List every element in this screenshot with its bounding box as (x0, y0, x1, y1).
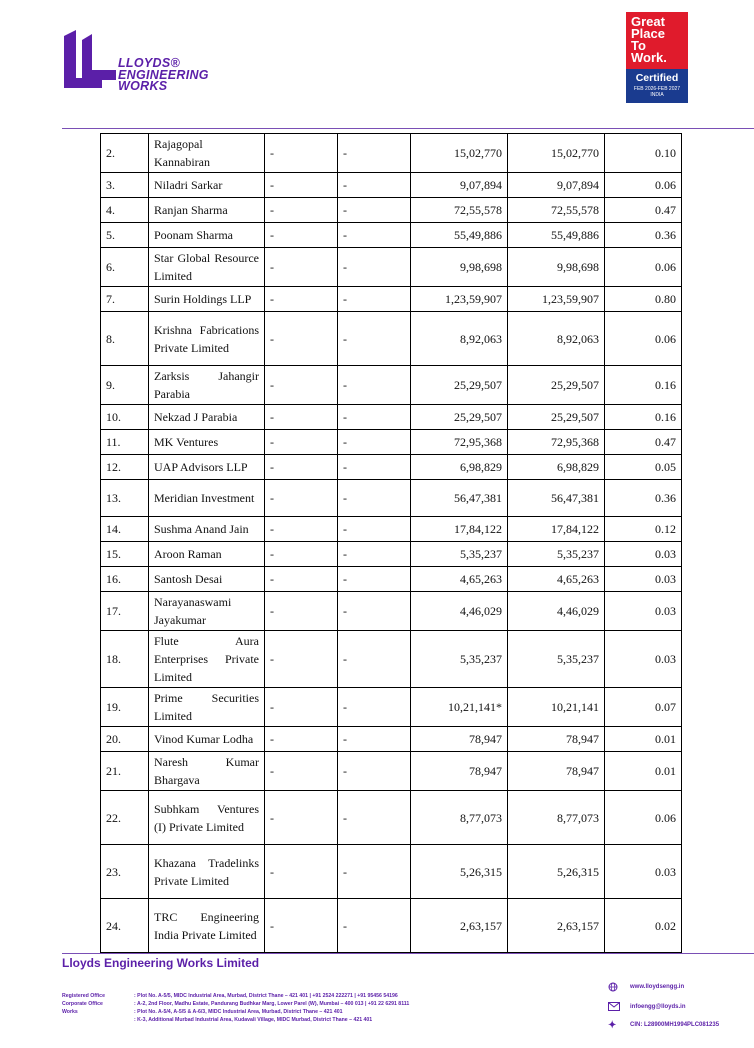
shares-before-cell: 17,84,122 (411, 517, 508, 542)
shares-before-cell: 10,21,141* (411, 688, 508, 727)
percentage-cell: 0.01 (605, 752, 682, 791)
mail-icon (608, 1002, 620, 1014)
column-4-cell: - (338, 899, 411, 953)
shareholder-name-cell: Ranjan Sharma (149, 198, 265, 223)
shareholder-name-cell: Meridian Investment (149, 480, 265, 517)
column-4-cell: - (338, 480, 411, 517)
column-4-cell: - (338, 405, 411, 430)
column-3-cell: - (265, 312, 338, 366)
gptw-badge (626, 12, 688, 108)
percentage-cell: 0.06 (605, 791, 682, 845)
shares-after-cell: 4,65,263 (508, 567, 605, 592)
shares-after-cell: 2,63,157 (508, 899, 605, 953)
shareholder-name-cell: Rajagopal Kannabiran (149, 134, 265, 173)
percentage-cell: 0.03 (605, 631, 682, 688)
percentage-cell: 0.16 (605, 405, 682, 430)
serial-number-cell: 16. (101, 567, 149, 592)
logo-line: ENGINEERING (118, 67, 209, 82)
shareholder-name-cell: Flute Aura Enterprises Private Limited (149, 631, 265, 688)
shareholder-name-cell: MK Ventures (149, 430, 265, 455)
shares-after-cell: 8,92,063 (508, 312, 605, 366)
column-4-cell: - (338, 287, 411, 312)
column-3-cell: - (265, 567, 338, 592)
column-4-cell: - (338, 727, 411, 752)
website-link[interactable]: www.lloydsengg.in (630, 984, 685, 990)
percentage-cell: 0.03 (605, 542, 682, 567)
shareholder-name-cell: Santosh Desai (149, 567, 265, 592)
column-3-cell: - (265, 287, 338, 312)
percentage-cell: 0.10 (605, 134, 682, 173)
shares-after-cell: 5,35,237 (508, 631, 605, 688)
shares-after-cell: 5,26,315 (508, 845, 605, 899)
shareholder-name-cell: Sushma Anand Jain (149, 517, 265, 542)
percentage-cell: 0.36 (605, 223, 682, 248)
serial-number-cell: 3. (101, 173, 149, 198)
serial-number-cell: 11. (101, 430, 149, 455)
shares-before-cell: 8,77,073 (411, 791, 508, 845)
shareholder-name-cell: Prime Securities Limited (149, 688, 265, 727)
serial-number-cell: 12. (101, 455, 149, 480)
shareholder-name-cell: Poonam Sharma (149, 223, 265, 248)
email-link[interactable]: infoengg@lloyds.in (630, 1004, 686, 1010)
percentage-cell: 0.36 (605, 480, 682, 517)
percentage-cell: 0.03 (605, 592, 682, 631)
logo-line: WORKS (118, 79, 168, 93)
shares-after-cell: 17,84,122 (508, 517, 605, 542)
serial-number-cell: 4. (101, 198, 149, 223)
shares-after-cell: 78,947 (508, 752, 605, 791)
table-row (101, 791, 682, 845)
percentage-cell: 0.06 (605, 173, 682, 198)
shareholder-name-cell: Krishna Fabrications Private Limited (149, 312, 265, 366)
shareholding-table (100, 133, 682, 953)
logo-line: LLOYDS® (118, 56, 181, 70)
shareholder-name-cell: Aroon Raman (149, 542, 265, 567)
shares-after-cell: 6,98,829 (508, 455, 605, 480)
table-row (101, 366, 682, 405)
shares-before-cell: 9,98,698 (411, 248, 508, 287)
column-4-cell: - (338, 567, 411, 592)
percentage-cell: 0.47 (605, 430, 682, 455)
shareholder-name-cell: Narayanaswami Jayakumar (149, 592, 265, 631)
shares-before-cell: 1,23,59,907 (411, 287, 508, 312)
header-divider (62, 128, 754, 129)
column-4-cell: - (338, 592, 411, 631)
table-row (101, 688, 682, 727)
shares-before-cell: 78,947 (411, 727, 508, 752)
column-3-cell: - (265, 631, 338, 688)
percentage-cell: 0.05 (605, 455, 682, 480)
serial-number-cell: 8. (101, 312, 149, 366)
column-4-cell: - (338, 248, 411, 287)
serial-number-cell: 17. (101, 592, 149, 631)
shares-after-cell: 25,29,507 (508, 405, 605, 430)
column-3-cell: - (265, 899, 338, 953)
serial-number-cell: 21. (101, 752, 149, 791)
serial-number-cell: 5. (101, 223, 149, 248)
serial-number-cell: 19. (101, 688, 149, 727)
serial-number-cell: 9. (101, 366, 149, 405)
shareholder-name-cell: Star Global Resource Limited (149, 248, 265, 287)
shareholder-name-cell: Niladri Sarkar (149, 173, 265, 198)
shares-after-cell: 9,07,894 (508, 173, 605, 198)
table-row (101, 845, 682, 899)
column-4-cell: - (338, 430, 411, 455)
table-row (101, 430, 682, 455)
shareholder-name-cell: Nekzad J Parabia (149, 405, 265, 430)
shares-before-cell: 5,35,237 (411, 631, 508, 688)
shares-before-cell: 72,95,368 (411, 430, 508, 455)
column-3-cell: - (265, 134, 338, 173)
table-row (101, 752, 682, 791)
column-4-cell: - (338, 542, 411, 567)
table-row (101, 173, 682, 198)
registered-office-label: Registered Office (62, 993, 105, 999)
column-3-cell: - (265, 542, 338, 567)
percentage-cell: 0.47 (605, 198, 682, 223)
table-row (101, 727, 682, 752)
shareholder-name-cell: Khazana Tradelinks Private Limited (149, 845, 265, 899)
column-3-cell: - (265, 455, 338, 480)
shares-after-cell: 1,23,59,907 (508, 287, 605, 312)
serial-number-cell: 10. (101, 405, 149, 430)
shares-after-cell: 72,55,578 (508, 198, 605, 223)
percentage-cell: 0.12 (605, 517, 682, 542)
table-row (101, 567, 682, 592)
column-3-cell: - (265, 727, 338, 752)
table-row (101, 134, 682, 173)
shares-after-cell: 25,29,507 (508, 366, 605, 405)
gptw-line: Work. (631, 50, 667, 65)
footer-divider (62, 953, 754, 954)
percentage-cell: 0.02 (605, 899, 682, 953)
shares-before-cell: 56,47,381 (411, 480, 508, 517)
shareholder-name-cell: TRC Engineering India Private Limited (149, 899, 265, 953)
table-row (101, 592, 682, 631)
shares-before-cell: 8,92,063 (411, 312, 508, 366)
serial-number-cell: 14. (101, 517, 149, 542)
column-4-cell: - (338, 134, 411, 173)
column-3-cell: - (265, 173, 338, 198)
table-row (101, 223, 682, 248)
shares-after-cell: 78,947 (508, 727, 605, 752)
shares-before-cell: 15,02,770 (411, 134, 508, 173)
cin-number: CIN: L28900MH1994PLC081235 (630, 1022, 720, 1028)
table-row (101, 287, 682, 312)
serial-number-cell: 20. (101, 727, 149, 752)
shares-after-cell: 55,49,886 (508, 223, 605, 248)
shareholder-name-cell: Surin Holdings LLP (149, 287, 265, 312)
column-3-cell: - (265, 366, 338, 405)
gptw-certified (626, 69, 688, 103)
serial-number-cell: 24. (101, 899, 149, 953)
column-3-cell: - (265, 223, 338, 248)
column-3-cell: - (265, 592, 338, 631)
works-address-1: : Plot No. A-5/4, A-5/5 & A-6/3, MIDC Industrial Area, Murbad, District Thane – 421 401 (134, 1009, 343, 1015)
table-row (101, 517, 682, 542)
column-4-cell: - (338, 845, 411, 899)
column-3-cell: - (265, 430, 338, 455)
column-4-cell: - (338, 198, 411, 223)
column-4-cell: - (338, 791, 411, 845)
serial-number-cell: 7. (101, 287, 149, 312)
column-4-cell: - (338, 631, 411, 688)
column-3-cell: - (265, 845, 338, 899)
shareholder-name-cell: Zarksis Jahangir Parabia (149, 366, 265, 405)
serial-number-cell: 22. (101, 791, 149, 845)
gptw-line: Place (631, 26, 665, 41)
percentage-cell: 0.03 (605, 567, 682, 592)
registered-office-address: : Plot No. A-5/5, MIDC Industrial Area, Murbad, District Thane – 421 401 | +91 2524 222271 | +91 95456 54196 (134, 993, 398, 999)
gptw-line: Great (631, 14, 665, 29)
column-3-cell: - (265, 480, 338, 517)
table-body (101, 134, 682, 953)
serial-number-cell: 18. (101, 631, 149, 688)
column-3-cell: - (265, 752, 338, 791)
percentage-cell: 0.80 (605, 287, 682, 312)
globe-icon (608, 982, 620, 994)
works-label: Works (62, 1009, 78, 1015)
column-3-cell: - (265, 248, 338, 287)
table-row (101, 405, 682, 430)
column-4-cell: - (338, 223, 411, 248)
column-4-cell: - (338, 688, 411, 727)
footer-company-name: Lloyds Engineering Works Limited (62, 956, 260, 970)
shareholder-name-cell: UAP Advisors LLP (149, 455, 265, 480)
shares-after-cell: 56,47,381 (508, 480, 605, 517)
shares-before-cell: 25,29,507 (411, 366, 508, 405)
works-address-2: : K-3, Additional Murbad Industrial Area, Kudavali Village, MIDC Murbad, District Thane – 421 401 (134, 1017, 373, 1023)
table-row (101, 542, 682, 567)
shares-before-cell: 4,46,029 (411, 592, 508, 631)
star-icon: ✦ (608, 1020, 617, 1031)
shares-before-cell: 25,29,507 (411, 405, 508, 430)
shares-before-cell: 72,55,578 (411, 198, 508, 223)
percentage-cell: 0.06 (605, 248, 682, 287)
serial-number-cell: 23. (101, 845, 149, 899)
shares-before-cell: 78,947 (411, 752, 508, 791)
corporate-office-label: Corporate Office (62, 1001, 103, 1007)
column-4-cell: - (338, 752, 411, 791)
percentage-cell: 0.16 (605, 366, 682, 405)
shares-before-cell: 4,65,263 (411, 567, 508, 592)
column-3-cell: - (265, 791, 338, 845)
column-3-cell: - (265, 198, 338, 223)
serial-number-cell: 15. (101, 542, 149, 567)
serial-number-cell: 6. (101, 248, 149, 287)
table-row (101, 455, 682, 480)
table-row (101, 198, 682, 223)
column-4-cell: - (338, 455, 411, 480)
shares-after-cell: 4,46,029 (508, 592, 605, 631)
table-row (101, 480, 682, 517)
shares-before-cell: 55,49,886 (411, 223, 508, 248)
shares-before-cell: 5,35,237 (411, 542, 508, 567)
shares-after-cell: 72,95,368 (508, 430, 605, 455)
percentage-cell: 0.07 (605, 688, 682, 727)
column-4-cell: - (338, 517, 411, 542)
gptw-line: To (631, 38, 646, 53)
gptw-certified-label: Certified (635, 72, 679, 84)
percentage-cell: 0.03 (605, 845, 682, 899)
shares-after-cell: 10,21,141 (508, 688, 605, 727)
shares-before-cell: 2,63,157 (411, 899, 508, 953)
shareholder-name-cell: Subhkam Ventures (I) Private Limited (149, 791, 265, 845)
column-3-cell: - (265, 405, 338, 430)
gptw-country: INDIA (650, 92, 664, 98)
shares-after-cell: 8,77,073 (508, 791, 605, 845)
serial-number-cell: 2. (101, 134, 149, 173)
percentage-cell: 0.01 (605, 727, 682, 752)
column-3-cell: - (265, 688, 338, 727)
column-3-cell: - (265, 517, 338, 542)
gptw-period: FEB 2026-FEB 2027 (633, 86, 681, 92)
shares-before-cell: 6,98,829 (411, 455, 508, 480)
serial-number-cell: 13. (101, 480, 149, 517)
shares-after-cell: 15,02,770 (508, 134, 605, 173)
shares-after-cell: 9,98,698 (508, 248, 605, 287)
table-row (101, 899, 682, 953)
corporate-office-address: : A-2, 2nd Floor, Madhu Estate, Pandurang Budhkar Marg, Lower Parel (W), Mumbai – 400 013 | +91 22 6291 8111 (134, 1001, 410, 1007)
table-row (101, 631, 682, 688)
shareholder-name-cell: Vinod Kumar Lodha (149, 727, 265, 752)
percentage-cell: 0.06 (605, 312, 682, 366)
gptw-title (626, 12, 688, 69)
shareholder-name-cell: Naresh Kumar Bhargava (149, 752, 265, 791)
shares-after-cell: 5,35,237 (508, 542, 605, 567)
column-4-cell: - (338, 312, 411, 366)
shares-before-cell: 9,07,894 (411, 173, 508, 198)
shares-before-cell: 5,26,315 (411, 845, 508, 899)
table-row (101, 248, 682, 287)
table-row (101, 312, 682, 366)
column-4-cell: - (338, 173, 411, 198)
logo-wordmark (118, 58, 209, 93)
column-4-cell: - (338, 366, 411, 405)
